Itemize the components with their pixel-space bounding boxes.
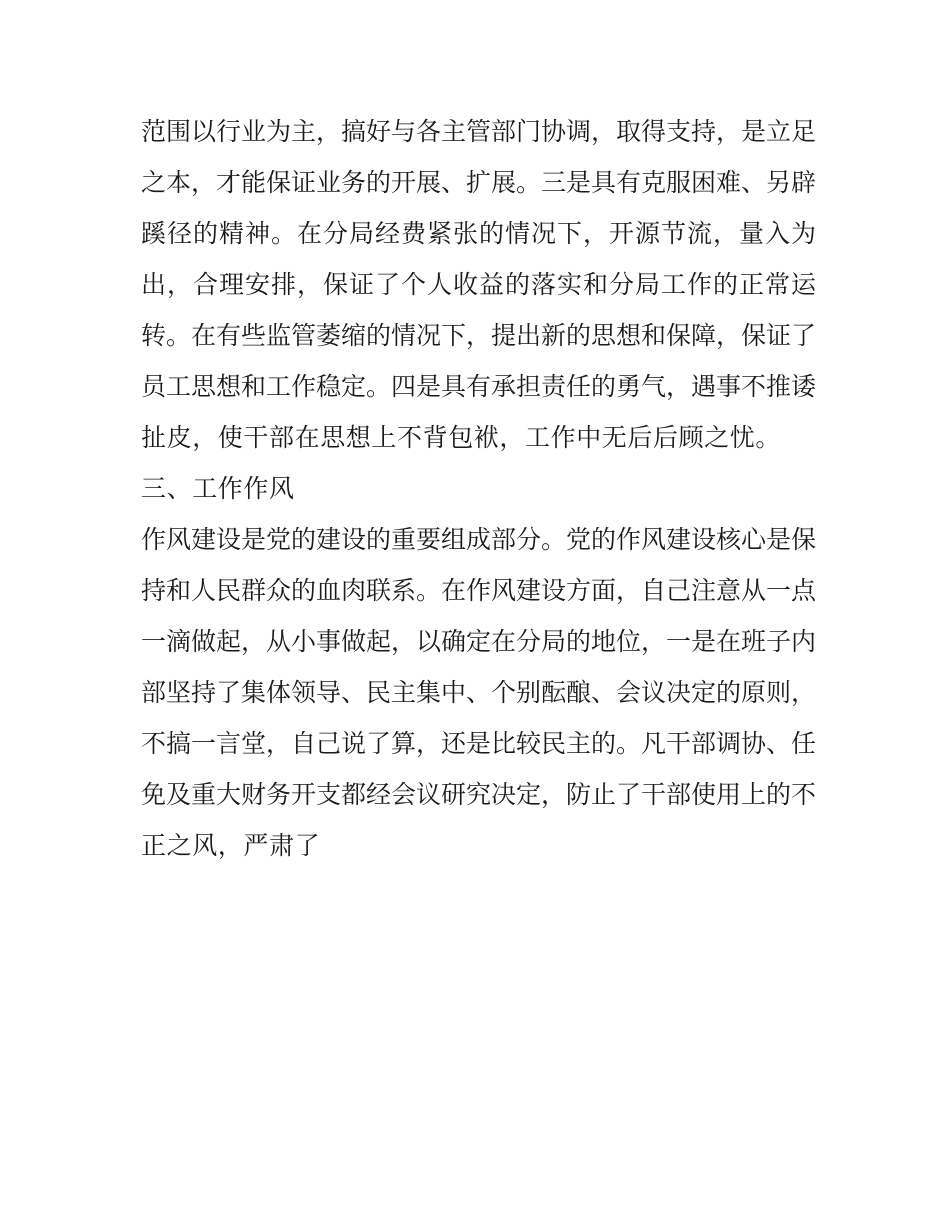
body-text [141,106,816,871]
text-line: 正之风，严肃了 [141,831,321,860]
text-line: 之本，才能保证业务的开展、扩展。三是具有克服困难、另辟 [141,168,817,197]
text-line: 不搞一言堂，自己说了算，还是比较民主的。凡干部调协、任 [141,729,817,758]
text-line: 作风建设是党的建设的重要组成部分。党的作风建设核心是保 [141,525,817,554]
text-line: 员工思想和工作稳定。四是具有承担责任的勇气，遇事不推诿 [141,372,817,401]
text-line: 持和人民群众的血肉联系。在作风建设方面，自己注意从一点 [141,576,817,605]
text-line: 范围以行业为主，搞好与各主管部门协调，取得支持，是立足 [141,117,817,146]
text-line: 出，合理安排，保证了个人收益的落实和分局工作的正常运 [141,270,816,299]
text-line: 蹊径的精神。在分局经费紧张的情况下，开源节流，量入为 [141,219,816,248]
text-line: 扯皮，使干部在思想上不背包袱，工作中无后后顾之忧。 [141,423,782,452]
text-line: 一滴做起，从小事做起，以确定在分局的地位，一是在班子内 [141,627,817,656]
text-line: 免及重大财务开支都经会议研究决定，防止了干部使用上的不 [141,780,817,809]
text-line: 部坚持了集体领导、民主集中、个别酝酿、会议决定的原则， [141,678,817,707]
text-line: 转。在有些监管萎缩的情况下，提出新的思想和保障，保证了 [141,321,817,350]
section-heading: 三、工作作风 [141,474,295,503]
